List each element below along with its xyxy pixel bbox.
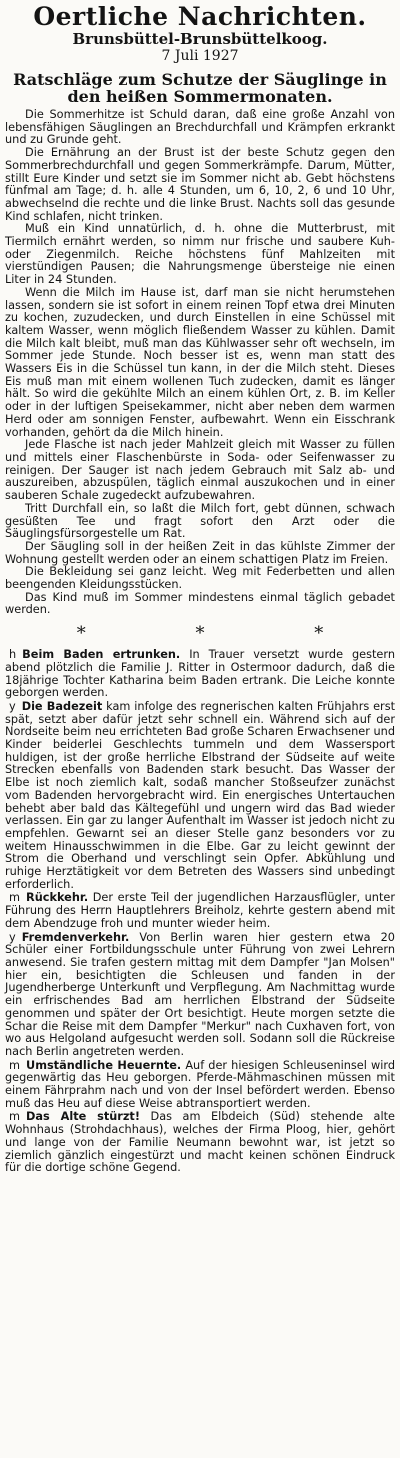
news-text: Der erste Teil der jugendlichen Harzausflügler, unter Führung des Herrn Hauptlehrers Breiholz, kehrte gestern abend mit dem Abendzuge froh und munter wieder heim. bbox=[5, 891, 395, 930]
news-kicker: h bbox=[9, 648, 17, 662]
news-text: Auf der hiesigen Schleuseninsel wird gegenwärtig das Heu geborgen. Pferde-Mähmaschinen müssen mit einem Fährprahm nach und von der Insel befördert werden. Ebenso muß das Heu auf diese Weise abtransportiert werden. bbox=[5, 1058, 395, 1110]
masthead bbox=[0, 0, 400, 64]
article-paragraph: Muß ein Kind unnatürlich, d. h. ohne die Mutterbrust, mit Tiermilch ernährt werden, so nimm nur frische und saubere Kuh- oder Ziegenmilch. Reiche höchstens fünf Mahlzeiten mit vierstündigen Pausen; die Nahrungsmenge übersteige nie einen Liter in 24 Stunden. bbox=[5, 222, 395, 287]
news-item bbox=[5, 1060, 395, 1111]
news-kicker: y bbox=[9, 699, 16, 713]
news-text: In Trauer versetzt wurde gestern abend plötzlich die Familie J. Ritter in Ostermoor dadurch, daß die 18jährige Tochter Katharina beim Baden ertrank. Die Leiche konnte geborgen werden. bbox=[5, 648, 395, 700]
local-news bbox=[0, 649, 400, 1175]
news-title: Das Alte stürzt! bbox=[26, 1110, 140, 1124]
article-paragraph: Das Kind muß im Sommer mindestens einmal täglich gebadet werden. bbox=[5, 590, 395, 617]
news-title: Die Badezeit bbox=[21, 699, 103, 713]
advice-article bbox=[0, 109, 400, 617]
article-paragraph: Die Ernährung an der Brust ist der beste Schutz gegen den Sommerbrechdurchfall und gegen Sommerkrämpfe. Darum, Mütter, stillt Eure Kinder und setzt sie im Sommer nicht ab. Gebt höchstens fünfmal am Tage; d. h. alle 4 Stunden, um 6, 10, 2, 6 und 10 Uhr, abwechselnd die rechte und die linke Brust. Nachts soll das gesunde Kind schlafen, nicht trinken. bbox=[5, 146, 395, 223]
news-text: Das am Elbdeich (Süd) stehende alte Wohnhaus (Strohdachhaus), welches der Firma Ploog, hier, gehört und lange von der Familie Neumann bewohnt war, ist jetzt so ziemlich gänzlich eingestürzt und macht keinen schönen Eindruck für die dortige schöne Gegend. bbox=[5, 1110, 395, 1175]
news-item bbox=[5, 649, 395, 700]
news-text: kam infolge des regnerischen kalten Frühjahrs erst spät, setzt aber dafür jetzt sehr schnell ein. Während sich auf der Nordseite beim neu errichteten Bad große Scharen Erwachsener und Kinder beiderlei Geschlechts tummeln und dem Wassersport huldigen, ist der große herrliche Elbstrand der Südseite auf weite Strecken ebenfalls von Badenden stark besucht. Das Wasser der Elbe ist noch ziemlich kalt, sodaß mancher Stoßseufzer zunächst vom Badenden hervorgebracht wird. Ein energisches Untertauchen behebt aber bald das Kältegefühl und ungern wird das Bad wieder verlassen. Ein gar zu langer Aufenthalt im Wasser ist jedoch nicht zu empfehlen. Gewarnt sei an dieser Stelle ganz besonders vor zu weitem Hinausschwimmen in die Elbe. Gar zu leicht gewinnt der Strom die Oberhand und verschlingt sein Opfer. Abkühlung und ruhige Herztätigkeit vor dem Betreten des Wassers sind unbedingt erforderlich. bbox=[5, 699, 396, 891]
news-text: Von Berlin waren hier gestern etwa 20 Schüler einer Fortbildungsschule unter Führung von zwei Lehrern anwesend. Sie trafen gestern mittag mit dem Dampfer "Jan Molsen" hier ein, besichtigten die Schleusen und fanden in der Jugendherberge Unterkunft und Verpflegung. Am Nachmittag wurde ein erfrischendes Bad am herrlichen Elbstrand der Südseite genommen und später der Ort besichtigt. Heute morgen setzte die Schar die Reise mit dem Dampfer "Merkur" nach Cuxhaven fort, von wo aus Helgoland aufgesucht werden soll. Sodann soll die Rückreise nach Berlin angetreten werden. bbox=[5, 930, 395, 1058]
article-paragraph: Tritt Durchfall ein, so laßt die Milch fort, gebt dünnen, schwach gesüßten Tee und fragt sofort den Arzt oder die Säuglingsfürsorgestelle um Rat. bbox=[5, 501, 395, 541]
section-title: Oertliche Nachrichten. bbox=[33, 2, 367, 31]
news-item bbox=[5, 1111, 395, 1175]
news-title: Umständliche Heuernte. bbox=[26, 1058, 182, 1072]
article-paragraph: Jede Flasche ist nach jeder Mahlzeit gleich mit Wasser zu füllen und mittels einer Flaschenbürste in Soda- oder Seifenwasser zu reinigen. Der Sauger ist nach jedem Gebrauch mit Salz ab- und auszureiben, abzuspülen, täglich einmal auszukochen und in einer sauberen Schale zugedeckt aufzubewahren. bbox=[5, 438, 395, 503]
news-kicker: y bbox=[9, 930, 16, 944]
news-item bbox=[5, 892, 395, 930]
article-paragraph: Die Bekleidung sei ganz leicht. Weg mit Federbetten und allen beengenden Kleidungsstücken. bbox=[5, 565, 395, 592]
news-title: Rückkehr. bbox=[26, 891, 89, 905]
section-separator: * * * bbox=[76, 623, 376, 645]
dateline: Brunsbüttel-Brunsbüttelkoog. bbox=[72, 30, 328, 48]
article-headline: Ratschläge zum Schutze der Säuglinge in den heißen Sommermonaten. bbox=[13, 70, 387, 106]
news-kicker: m bbox=[9, 1110, 21, 1124]
news-kicker: m bbox=[9, 1058, 21, 1072]
article-paragraph: Der Säugling soll in der heißen Zeit in das kühlste Zimmer der Wohnung gestellt werden oder an einem schattigen Platz im Freien. bbox=[5, 539, 395, 566]
news-title: Beim Baden ertrunken. bbox=[22, 648, 181, 662]
news-item bbox=[5, 701, 395, 892]
article-paragraph: Wenn die Milch im Hause ist, darf man sie nicht herumstehen lassen, sondern sie ist sofort in einem reinen Topf etwa drei Minuten zu kochen, zuzudecken, und durch Einstellen in eine Schüssel mit kaltem Wasser, wenn möglich fließendem Wasser zu kühlen. Damit die Milch kalt bleibt, muß man das Kühlwasser sehr oft wechseln, im Sommer jede Stunde. Noch besser ist es, wenn man statt des Wassers Eis in die Schüssel tun kann, in der die Milch steht. Dieses Eis muß man mit einem wollenen Tuch zudecken, damit es länger hält. So wird die gekühlte Milch an einem kühlen Ort, z. B. im Keller oder in der luftigen Speisekammer, nicht aber neben dem warmen Herd oder am sonnigen Fenster, aufbewahrt. Wenn ein Eisschrank vorhanden, gehört da die Milch hinein. bbox=[5, 285, 395, 439]
issue-date: 7 Juli 1927 bbox=[161, 48, 239, 64]
news-title: Fremdenverkehr. bbox=[21, 930, 130, 944]
news-kicker: m bbox=[9, 891, 21, 905]
news-item bbox=[5, 932, 395, 1059]
article-paragraph: Die Sommerhitze ist Schuld daran, daß eine große Anzahl von lebensfähigen Säuglingen an Brechdurchfall und Krämpfen erkrankt und zu Grunde geht. bbox=[5, 108, 395, 147]
